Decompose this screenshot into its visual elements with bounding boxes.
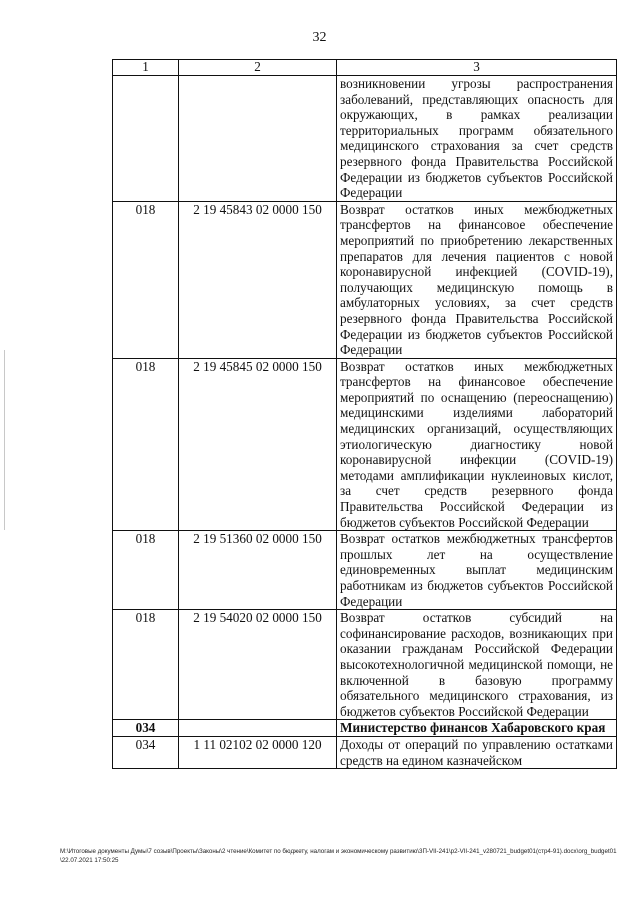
admin-code-cell: 034 [113, 736, 179, 768]
table-header-row [113, 60, 617, 76]
admin-code-cell: 018 [113, 531, 179, 610]
table-row [113, 720, 617, 737]
description-cell: Возврат остатков субсидий на софинансирование расходов, возникающих при оказании гражданам Российской Федерации высокотехнологичной медицинской помощи, не включенной в базовую программу обязательного медицинского страхования, из бюджетов субъектов Российской Федерации [337, 610, 617, 720]
description-cell: возникновении угрозы распространения заболеваний, представляющих опасность для окружающих, в рамках реализации территориальных программ обязательного медицинского страхования за счет средств резервного фонда Правительства Российской Федерации из бюджетов субъектов Российской Федерации [337, 76, 617, 202]
table-row [113, 531, 617, 610]
description-cell: Возврат остатков иных межбюджетных трансфертов на финансовое обеспечение мероприятий по приобретению лекарственных препаратов для лечения пациентов с новой коронавирусной инфекцией (COVID-19), получающих медицинскую помощь в амбулаторных условиях, за счет средств резервного фонда Правительства Российской Федерации из бюджетов субъектов Российской Федерации [337, 201, 617, 358]
file-path-footer: M:\Итоговые документы Думы\7 созыв\Проекты\Законы\2 чтение\Комитет по бюджету, налогам и экономическому развитию\3П-VII-241\p2-VII-241_v280721_budget01(стр4-91).docx\org_budget01\22.07.2021 17:50:25 [60, 848, 617, 864]
description-cell: Возврат остатков межбюджетных трансфертов прошлых лет на осуществление единовременных выплат медицинским работникам из бюджетов субъектов Российской Федерации [337, 531, 617, 610]
scan-edge-mark [4, 350, 5, 530]
description-cell: Доходы от операций по управлению остатками средств на едином казначейском [337, 736, 617, 768]
page-number: 32 [312, 30, 327, 45]
column-header-2: 2 [179, 60, 337, 76]
revenue-code-cell: 2 19 45843 02 0000 150 [179, 201, 337, 358]
table-row [113, 76, 617, 202]
revenue-code-cell [179, 76, 337, 202]
description-cell: Министерство финансов Хабаровского края [337, 720, 617, 737]
revenue-code-cell: 2 19 54020 02 0000 150 [179, 610, 337, 720]
revenue-code-cell: 1 11 02102 02 0000 120 [179, 736, 337, 768]
admin-code-cell: 018 [113, 201, 179, 358]
column-header-1: 1 [113, 60, 179, 76]
admin-code-cell: 034 [113, 720, 179, 737]
budget-table [112, 59, 617, 769]
revenue-code-cell [179, 720, 337, 737]
admin-code-cell: 018 [113, 610, 179, 720]
column-header-3: 3 [337, 60, 617, 76]
revenue-code-cell: 2 19 51360 02 0000 150 [179, 531, 337, 610]
table-row [113, 201, 617, 358]
table-row [113, 736, 617, 768]
table-row [113, 358, 617, 531]
table-row [113, 610, 617, 720]
revenue-code-cell: 2 19 45845 02 0000 150 [179, 358, 337, 531]
admin-code-cell [113, 76, 179, 202]
admin-code-cell: 018 [113, 358, 179, 531]
description-cell: Возврат остатков иных межбюджетных трансфертов на финансовое обеспечение мероприятий по оснащению (переоснащению) медицинскими изделиями лабораторий медицинских организаций, осуществляющих этиологическую диагностику новой коронавирусной инфекции (COVID-19) методами амплификации нуклеиновых кислот, за счет средств резервного фонда Правительства Российской Федерации из бюджетов субъектов Российской Федерации [337, 358, 617, 531]
